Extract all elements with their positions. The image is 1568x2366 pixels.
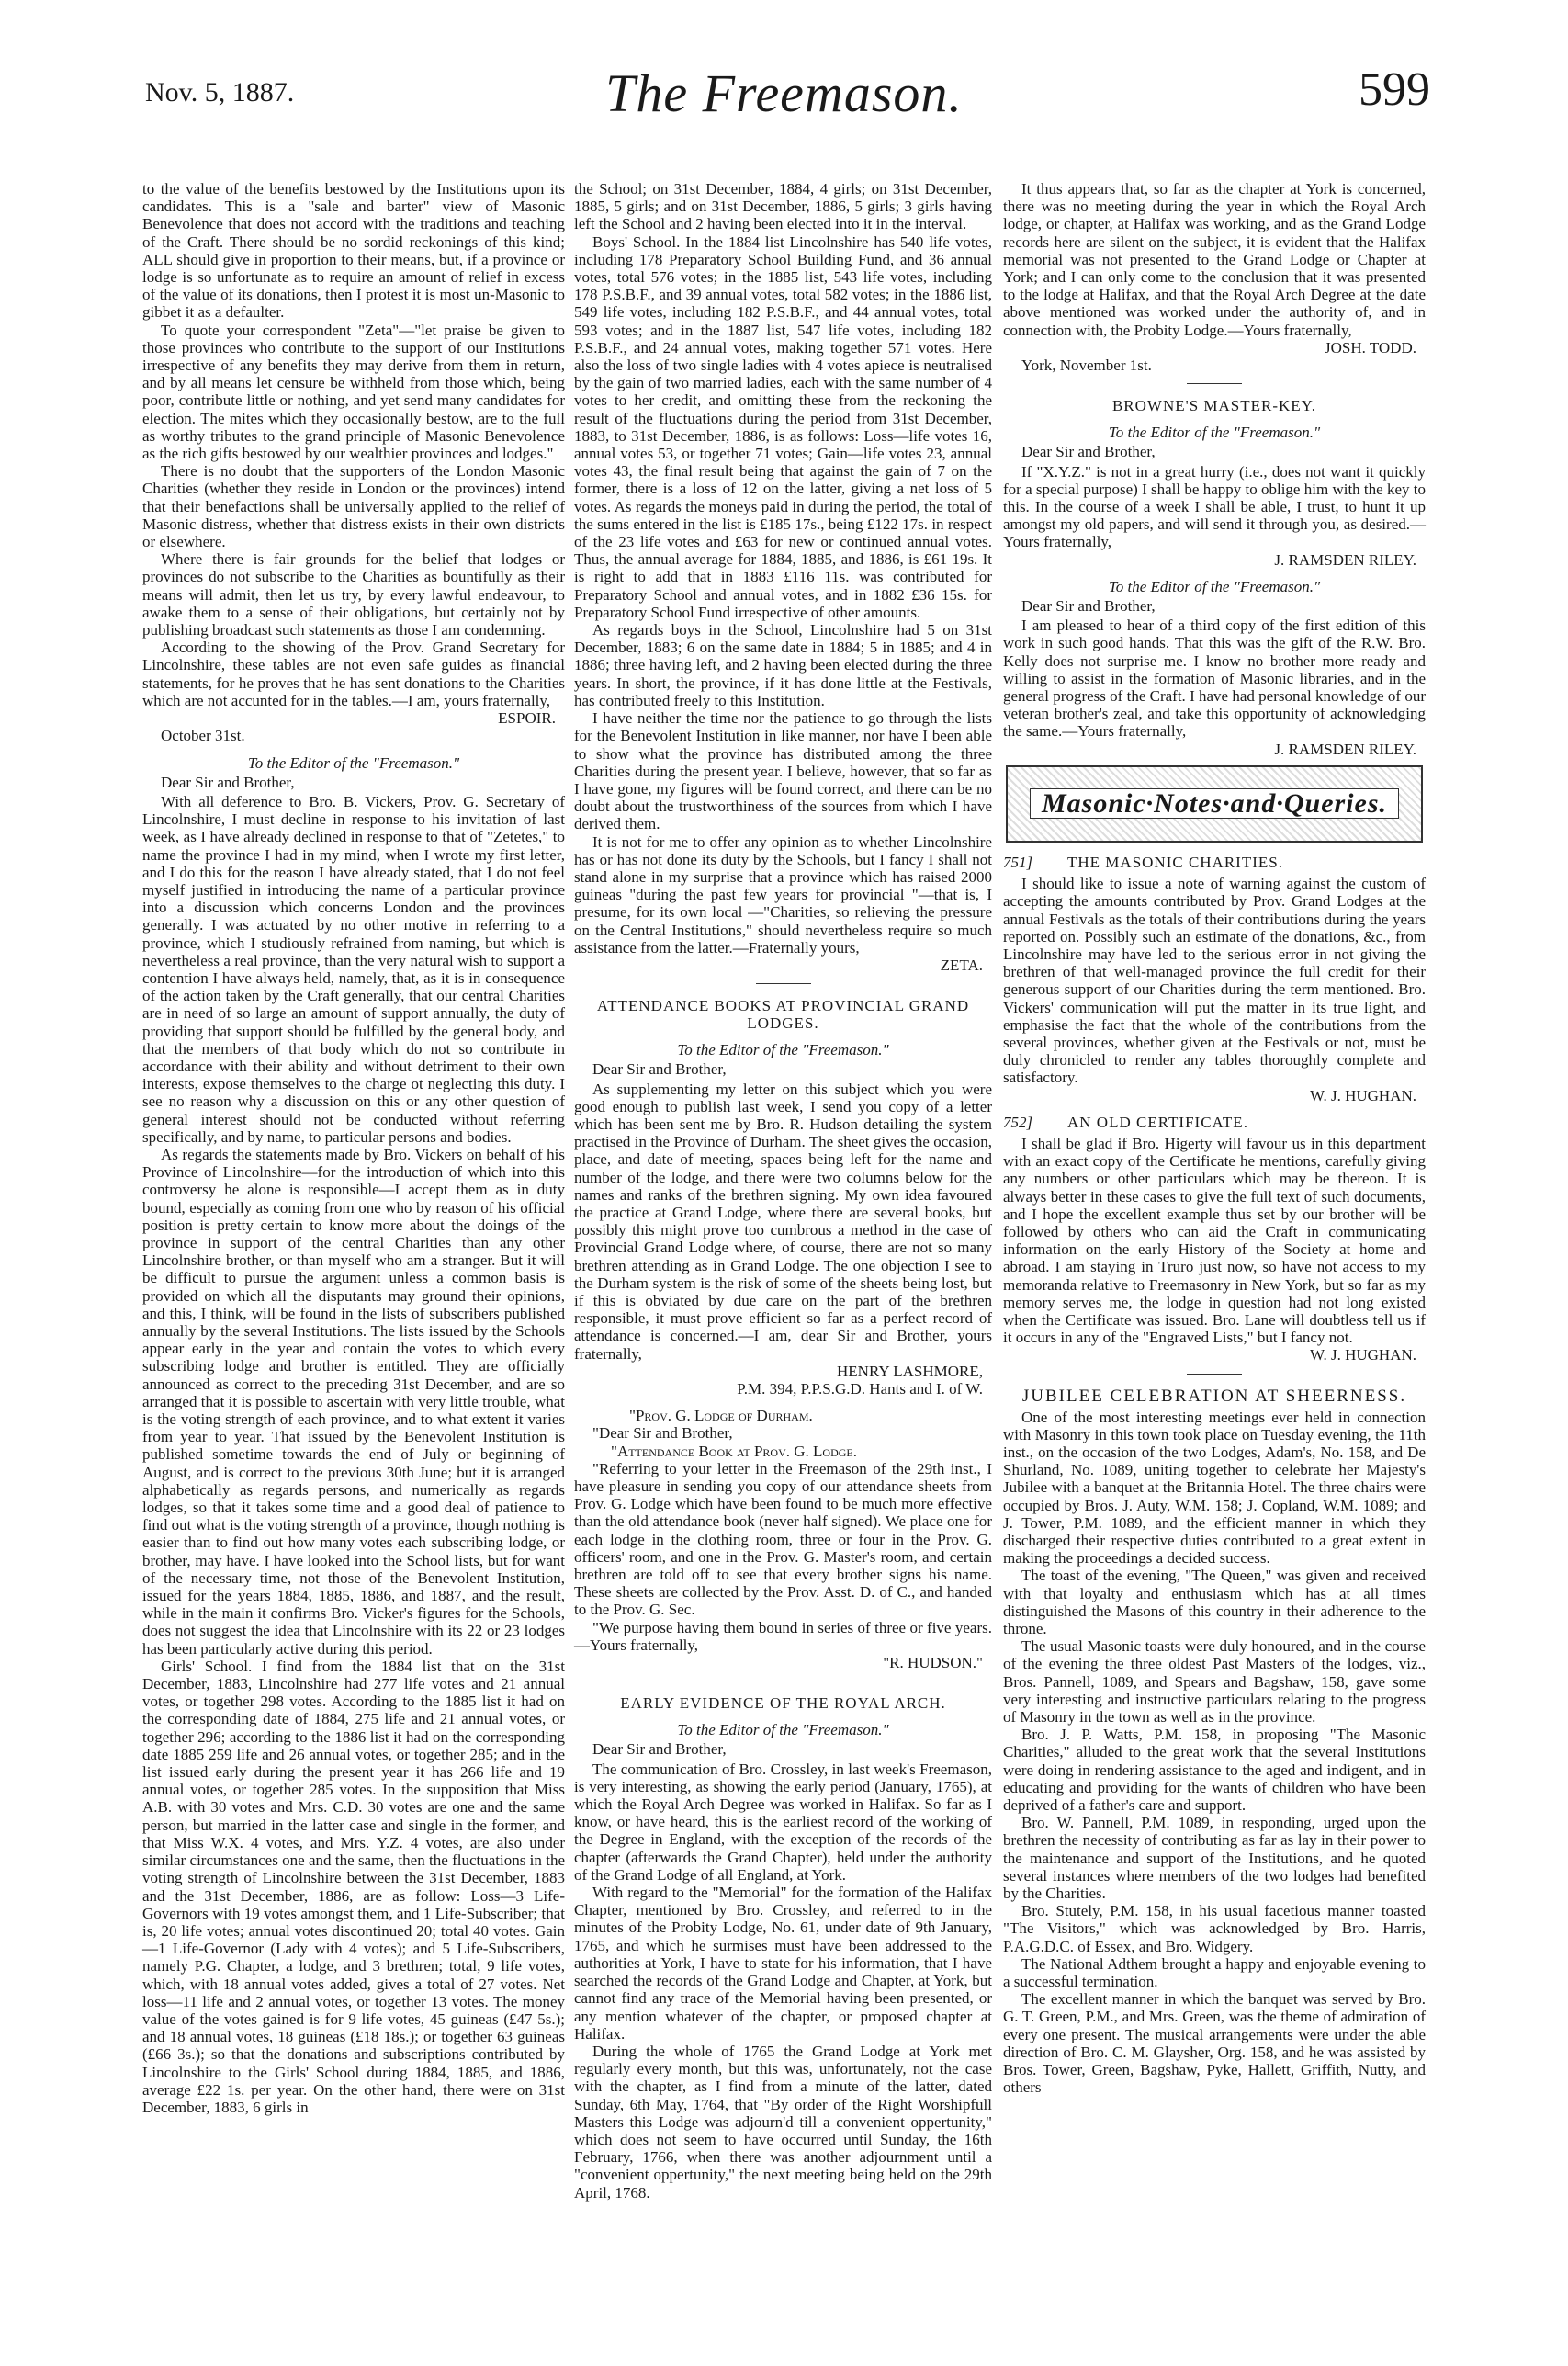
- paragraph: The toast of the evening, "The Queen," was given and received with that loyalty and enthusiasm which has at all times distinguished the Masons of this country in their adherence to the throne.: [1003, 1567, 1426, 1638]
- paragraph: It is not for me to offer any opinion as to whether Lincolnshire has or has not done its duty by the Schools, but I fancy I shall not stand alone in my surprise that a province which has raised 2000 guineas "during the past few years for provincial "—that is, I presume, for its own local —"Charities, so relieving the pressure on the Central Institutions," should nevertheless require so much assistance from the latter.—Fraternally yours,: [574, 832, 992, 957]
- divider: [1187, 383, 1242, 384]
- paragraph: I should like to issue a note of warning against the custom of accepting the amounts contributed by Prov. Grand Lodges at the annual Festivals as the totals of their contributions during the years reported on. Possibly such an estimate of the donations, &c., from Lincolnshire may have led to the serious error in not giving the brethren of that well-managed province the full credit for their generous support of our Charities during the term mentioned. Bro. Vickers' communication will put the matter in its true light, and emphasise the fact that the whole of the contributions from the several provinces, whether given at the Festivals or not, must be duly chronicled to render any tables thoroughly complete and satisfactory.: [1003, 875, 1426, 1087]
- section-heading: ATTENDANCE BOOKS AT PROVINCIAL GRAND LODGES.: [596, 997, 970, 1033]
- editor-address: To the Editor of the "Freemason.": [247, 753, 460, 772]
- paragraph: Bro. W. Pannell, P.M. 1089, in responding, urged upon the brethren the necessity of contributing as far as lay in their power to the maintenance and support of the Institutions, and he quoted several instances where members of the two lodges had benefited by the Charities.: [1003, 1814, 1426, 1903]
- salutation: Dear Sir and Brother,: [161, 773, 295, 791]
- signature: J. RAMSDEN RILEY.: [1274, 740, 1416, 758]
- query-heading: [1003, 1114, 1426, 1131]
- paragraph: If "X.Y.Z." is not in a great hurry (i.e., does not want it quickly for a special purpose) I shall be happy to oblige him with the key to this. In the course of a week I shall be able, I trust, to hunt it up amongst my old papers, and will send it through you, as desired.—Yours fraternally,: [1003, 462, 1426, 551]
- editor-address: To the Editor of the "Freemason.": [677, 1721, 889, 1739]
- newspaper-title: The Freemason.: [605, 63, 963, 123]
- salutation: Dear Sir and Brother,: [592, 1740, 727, 1759]
- masthead: [0, 61, 1568, 134]
- paragraph: Where there is fair grounds for the belief that lodges or provinces do not subscribe to the Charities as bountifully as their means will admit, then let us try, by every lawful endeavour, to awake them to a sense of their obligations, but certainly not by publishing broadcast such statements as those I am condemning.: [142, 550, 565, 640]
- salutation: Dear Sir and Brother,: [1021, 443, 1156, 461]
- divider: [1187, 1374, 1242, 1375]
- paragraph: It thus appears that, so far as the chapter at York is concerned, there was no meeting during the year in which the Royal Arch lodge, or chapter, at Halifax was working, and as the Grand Lodge records here are silent on the subject, it is evident that the Halifax memorial was not presented to the Grand Lodge or Chapter at York; and I can only come to the conclusion that it was presented to the lodge at Halifax, and that the Royal Arch Degree at the date above mentioned was worked under the authority of, and in connection with, the Probity Lodge.—Yours fraternally,: [1003, 180, 1426, 339]
- section-heading: BROWNE'S MASTER-KEY.: [1111, 397, 1317, 415]
- signature: "R. HUDSON.": [883, 1654, 983, 1672]
- section-heading: JUBILEE CELEBRATION AT SHEERNESS.: [1021, 1386, 1407, 1406]
- paragraph: Girls' School. I find from the 1884 list that on the 31st December, 1883, Lincolnshire had 277 life votes and 21 annual votes, or together 298 votes. According to the 1885 list it had on the corresponding date of 1884, 275 life and 21 annual votes, or together 296; according to the 1886 list it had on the corresponding date 1885 259 life and 26 annual votes, or together 285; and in the list issued early during the present year it has 266 life and 19 annual votes, or together 285 votes. In the supposition that Miss A.B. with 30 votes and Mrs. C.D. 30 votes are one and the same person, but married in the latter case and single in the former, and that Miss W.X. 4 votes, and Mrs. Y.Z. 4 votes, are also under similar circumstances one and the same, then the fluctuations in the voting strength of Lincolnshire between the 31st December, 1883 and the 31st December, 1886, are as follow: Loss—3 Life-Governors with 19 votes amongst them, and 1 Life-Subscriber; that is, 20 life votes; annual votes discontinued 20; total 40 votes. Gain—1 Life-Governor (Lady with 4 votes); and 5 Life-Subscribers, namely P.G. Chapter, a lodge, and 3 brethren; total, 9 life votes, which, with 18 annual votes added, gives a total of 27 votes. Net loss—11 life and 2 annual votes, or together 13 votes. The money value of the votes gained is for 9 life votes, 45 guineas (£47 5s.); and 18 annual votes, 18 guineas (£18 18s.); or together 63 guineas (£66 3s.); so that the donations and subscriptions contributed by Lincolnshire to the Girls' School during 1884, 1885, and 1886, average £22 1s. per year. On the other hand, there were on 31st December, 1883, 6 girls in: [142, 1657, 565, 2116]
- signature: HENRY LASHMORE,: [837, 1362, 983, 1380]
- quoted-heading: "Prov. G. Lodge of Durham.: [629, 1407, 813, 1425]
- letter-date: October 31st.: [161, 727, 245, 745]
- paragraph: According to the showing of the Prov. Grand Secretary for Lincolnshire, these tables are not even safe guides as financial statements, for he proves that he has sent donations to the Charities which are not accunted for in the tables.—I am, yours fraternally,: [142, 639, 565, 709]
- paragraph: There is no doubt that the supporters of the London Masonic Charities (whether they reside in London or the provinces) intend that their benefactions shall be universally applied to the relief of Masonic distress, whether that distress exists in their own districts or elsewhere.: [142, 462, 565, 551]
- paragraph: to the value of the benefits bestowed by the Institutions upon its candidates. This is a "sale and barter" view of Masonic Benevolence that does not accord with the traditions and teaching of the Craft. There should be no sordid reckonings of this kind; ALL should give in proportion to their means, but, if a province or lodge is so unfortunate as to require an amount of relief in excess of the value of its donations, then I protest it is most un-Masonic to gibbet it as a defaulter.: [142, 180, 565, 322]
- quoted-subject: "Attendance Book at Prov. G. Lodge.: [611, 1442, 857, 1460]
- signature: JOSH. TODD.: [1325, 338, 1416, 357]
- paragraph: "Referring to your letter in the Freemason of the 29th inst., I have pleasure in sending you copy of our attendance sheets from Prov. G. Lodge which have been found to be much more effective than the old attendance book (never half signed). We place one for each lodge in the clothing room, three or four in the Prov. G. officers' room, and one in the Prov. G. Master's room, and certain brethren are told off to see that every brother signs his name. These sheets are collected by the Prov. Asst. D. of C., and handed to the Prov. G. Sec.: [574, 1459, 992, 1619]
- paragraph: I am pleased to hear of a third copy of the first edition of this work in such good hands. That this was the gift of the R.W. Bro. Kelly does not surprise me. I know no brother more ready and willing to assist in the formation of Masonic libraries, and in the general progress of the Craft. I have had personal knowledge of our veteran brother's zeal, and take this opportunity of acknowledging the same.—Yours fraternally,: [1003, 617, 1426, 741]
- paragraph: As supplementing my letter on this subject which you were good enough to publish last week, I send you copy of a letter which has been sent me by Bro. R. Hudson detailing the system practised in the Province of Durham. The sheet gives the occasion, place, and date of meeting, spaces being left for the name and number of the lodge, and there were two columns below for the names and ranks of the brethren signing. My own idea favoured the practice at Grand Lodge, where there are several books, but possibly this might prove too cumbrous a method in the case of Provincial Grand Lodge where, of course, there are not so many brethren attending as in Grand Lodge. The one objection I see to the Durham system is the risk of some of the sheets being lost, but if this is obviated by due care on the part of the brethren responsible, it must prove efficient so far as a perfect record of attendance is concerned.—I am, dear Sir and Brother, yours fraternally,: [574, 1080, 992, 1363]
- paragraph: With all deference to Bro. B. Vickers, Prov. G. Secretary of Lincolnshire, I must decline in response to his invitation of last week, as I have already declined in response to that of "Zetetes," to name the province I had in my mind, when I wrote my first letter, and I do this for the reason I have already stated, that I do not feel myself justified in introducing the name of a particular province into a discussion which concerns London and the provinces generally. I was actuated by no other motive in referring to a province, which I studiously refrained from naming, but which is nevertheless a real province, than the very natural wish to support a contention I have always held, namely, that, as it is in consequence of the action taken by the Craft generally, that our central Charities are in need of so large an amount of support annually, the duty of providing that support should be fulfilled by the general body, and that the members of that body which do not so contribute in accordance with their ability and without detriment to their own interests, expose themselves to the charge ot neglecting this duty. I see no reason why a discussion on this or any other question of general interest should not be conducted without referring specifically, and by name, to particular persons and bodies.: [142, 792, 565, 1146]
- letter-date: York, November 1st.: [1021, 357, 1152, 375]
- paragraph: As regards boys in the School, Lincolnshire had 5 on 31st December, 1883; 6 on the same date in 1884; 5 in 1885; and 4 in 1886; three having left, and 2 having been elected during the three years. In short, the province, if it has done little at the Festivals, has contributed freely to this Institution.: [574, 621, 992, 709]
- query-heading: [1003, 854, 1426, 871]
- editor-address: To the Editor of the "Freemason.": [1108, 577, 1321, 595]
- issue-date: Nov. 5, 1887.: [145, 77, 295, 108]
- paragraph: With regard to the "Memorial" for the formation of the Halifax Chapter, mentioned by Bro. Crossley, and referred to in the minutes of the Probity Lodge, No. 61, under date of 9th January, 1765, and which he surmises must have been addressed to the authorities at York, I have to state for his information, that I have searched the records of the Grand Lodge and Chapter, at York, but cannot find any trace of the Memorial having been presented, or any mention whatever of the chapter, or proposed chapter at Halifax.: [574, 1884, 992, 2043]
- signature: ESPOIR.: [498, 709, 556, 728]
- paragraph: the School; on 31st December, 1884, 4 girls; on 31st December, 1885, 5 girls; and on 31st December, 1886, 5 girls; 3 girls having left the School and 2 having been elected into it in the interval.: [574, 180, 992, 233]
- paragraph: Bro. Stutely, P.M. 158, in his usual facetious manner toasted "The Visitors," which was acknowledged by Bro. Harris, P.A.G.D.C. of Essex, and Bro. Widgery.: [1003, 1902, 1426, 1955]
- query-title: AN OLD CERTIFICATE.: [1067, 1113, 1248, 1131]
- section-banner: [1006, 765, 1423, 843]
- salutation: Dear Sir and Brother,: [592, 1060, 727, 1079]
- paragraph: The usual Masonic toasts were duly honoured, and in the course of the evening the three oldest Past Masters of the lodges, viz., Bros. Pannell, 1089, and Spears and Bagshaw, 158, gave some very interesting and instructive particulars relating to the progress of Masonry in the town as well as in the province.: [1003, 1637, 1426, 1726]
- paragraph: To quote your correspondent "Zeta"—"let praise be given to those provinces who contribute to the support of our Institutions irrespective of any benefits they may derive from them in return, and by all means let censure be withheld from those which, being poor, contribute little or nothing, and yet send many candidates for election. The mites which they occasionally bestow, are to the full as worthy tributes to the grand principle of Masonic Benevolence as the rich gifts bestowed by our wealthier provinces and lodges.": [142, 321, 565, 463]
- column-1: [142, 180, 565, 2116]
- paragraph: The excellent manner in which the banquet was served by Bro. G. T. Green, P.M., and Mrs. Green, was the theme of admiration of every one present. The musical arrangements were under the able direction of Bro. C. M. Glaysher, Org. 158, and he was assisted by Bros. Tower, Green, Bagshaw, Pyke, Hallett, Griffith, Nutty, and others: [1003, 1990, 1426, 2097]
- quoted-salutation: "Dear Sir and Brother,: [592, 1424, 733, 1443]
- paragraph: Boys' School. In the 1884 list Lincolnshire has 540 life votes, including 178 Preparatory School Building Fund, and 36 annual votes, total 576 votes; in the 1885 list, 543 life votes, including 178 P.S.B.F., and 39 annual votes, total 582 votes; in the 1886 list, 549 life votes, including 182 P.S.B.F., and 44 annual votes, total 593 votes; and in the 1887 list, 547 life votes, including 182 P.S.B.F., and 24 annual votes, making together 571 votes. Here also the loss of two single ladies with 4 votes apiece is neutralised by the gain of two married ladies, each with the same number of 4 votes to her credit, and omitting these from the reckoning the result of the fluctuations during the period from 31st December, 1883, to 31st December, 1886, is as follows: Loss—life votes 16, annual votes 53, or together 71 votes; Gain—life votes 23, annual votes 43, the final result being that against the gain of 7 on the former, there is a loss of 12 on the latter, giving a net loss of 5 votes. As regards the moneys paid in during the period, the total of the sums entered in the list is £185 17s., being £122 17s. in respect of the 23 life votes and £63 for new or continued annual votes. Thus, the annual average for 1884, 1885, and 1886, is £61 19s. It is right to add that in 1883 £116 11s. was contributed for Preparatory School and annual votes, and in 1882 £36 15s. for Preparatory School Fund irrespective of other amounts.: [574, 232, 992, 621]
- section-heading: EARLY EVIDENCE OF THE ROYAL ARCH.: [620, 1694, 946, 1713]
- paragraph: I shall be glad if Bro. Higerty will favour us in this department with an exact copy of the Certificate he mentions, carefully giving any numbers or other particulars which may be thereon. It is always better in these cases to give the full text of such documents, and I hope the excellent example thus set by our brother will be followed by others who can aid the Craft in communicating information on the early History of the Society at home and abroad. I am staying in Truro just now, so have not access to my memoranda relative to Freemasonry in New York, but so far as my memory serves me, the lodge in question had not long existed when the Certificate was issued. Bro. Lane will doubtless tell us if it occurs in any of the "Engraved Lists," but I fancy not.: [1003, 1134, 1426, 1347]
- signature: W. J. HUGHAN.: [1309, 1346, 1416, 1364]
- paragraph: The communication of Bro. Crossley, in last week's Freemason, is very interesting, as showing the early period (January, 1765), at which the Royal Arch Degree was worked in Halifax. So far as I know, or have heard, this is the earliest record of the working of the Degree in England, with the exception of the records of the chapter (afterwards the Grand Chapter), held under the authority of the Grand Lodge of all England, at York.: [574, 1760, 992, 1884]
- paragraph: I have neither the time nor the patience to go through the lists for the Benevolent Institution in like manner, nor have I been able to show what the province has distributed among the three Charities during the present year. I believe, however, that so far as I have gone, my figures will be found correct, and there can be no doubt about the trustworthiness of the sources from which I have derived them.: [574, 709, 992, 833]
- page-number: 599: [1359, 63, 1430, 116]
- banner-title: Masonic·Notes·and·Queries.: [1030, 788, 1399, 819]
- divider: [756, 983, 811, 984]
- query-number: 752]: [1003, 1113, 1033, 1131]
- query-title: THE MASONIC CHARITIES.: [1067, 853, 1283, 871]
- signature: W. J. HUGHAN.: [1309, 1086, 1416, 1104]
- paragraph: The National Adthem brought a happy and enjoyable evening to a successful termination.: [1003, 1954, 1426, 1991]
- paragraph: During the whole of 1765 the Grand Lodge at York met regularly every month, but this was, unfortunately, not the case with the chapter, as I find from a minute of the latter, dated Sunday, 6th May, 1764, that "By order of the Right Worshipfull Masters this Lodge was adjourn'd till a convenient oppertunity," which does not seem to have occurred until Sunday, the 16th February, 1766, when there was another adjournment until a "convenient oppertunity," the next meeting being held on the 29th April, 1768.: [574, 2042, 992, 2202]
- paragraph: Bro. J. P. Watts, P.M. 158, in proposing "The Masonic Charities," alluded to the great work that the several Institutions were doing in rendering assistance to the aged and indigent, and in educating and providing for the wants of children who have been deprived of a father's care and support.: [1003, 1726, 1426, 1815]
- paragraph: As regards the statements made by Bro. Vickers on behalf of his Province of Lincolnshire—for the introduction of which into this controversy he alone is responsible—I accept them as in duty bound, especially as coming from one who by reason of his official position is pretty certain to know more about the doings of the province in support of the central Charities than any other Lincolnshire brother, or than myself who am a stranger. But it will be difficult to pursue the argument unless a common basis is provided on which all the disputants may ground their opinions, and this, I think, will be found in the lists of subscribers published annually by the several Institutions. The lists issued by the Schools appear early in the year and contain the votes to which every subscribing lodge and brother is entitled. They are officially announced as correct to the preceding 31st December, and are so arranged that it is possible to ascertain with very little trouble, what is the voting strength of each province, and to what extent it varies from year to year. That issued by the Benevolent Institution is published sometime towards the end of July or beginning of August, and is correct to the previous 30th June; but it is arranged alphabetically as regards persons, and numerically as regards lodges, so that it takes some time and a good deal of patience to find out what is the voting strength of a province, though nothing is easier than to find out how many votes each subscribing lodge, or brother, may have. I have looked into the School lists, but for want of the necessary time, not those of the Benevolent Institution, issued for the years 1884, 1885, 1886, and 1887, and the result, while in the main it confirms Bro. Vicker's figures for the Schools, does not suggest the idea that Lincolnshire with its 22 or 23 lodges has been particularly active during this period.: [142, 1145, 565, 1658]
- signature: ZETA.: [940, 956, 983, 974]
- signature: J. RAMSDEN RILEY.: [1274, 550, 1416, 569]
- paragraph: One of the most interesting meetings ever held in connection with Masonry in this town took place on Tuesday evening, the 11th inst., on the occasion of the two Lodges, Adam's, No. 158, and De Shurland, No. 1089, uniting together to celebrate her Majesty's Jubilee with a banquet at the Britannia Hotel. The three chairs were occupied by Bros. J. Auty, W.M. 158; J. Copland, W.M. 1089; and J. Tower, P.M. 1089, and the efficient manner in which they discharged their respective duties contributed to a great extent in making the proceedings a decided success.: [1003, 1408, 1426, 1568]
- signature-detail: P.M. 394, P.P.S.G.D. Hants and I. of W.: [737, 1380, 983, 1398]
- editor-address: To the Editor of the "Freemason.": [677, 1041, 889, 1059]
- editor-address: To the Editor of the "Freemason.": [1108, 424, 1321, 442]
- query-number: 751]: [1003, 853, 1033, 871]
- salutation: Dear Sir and Brother,: [1021, 597, 1156, 616]
- column-3: [1003, 180, 1426, 2097]
- column-2: [574, 180, 992, 2202]
- paragraph: "We purpose having them bound in series of three or five years.—Yours fraternally,: [574, 1618, 992, 1654]
